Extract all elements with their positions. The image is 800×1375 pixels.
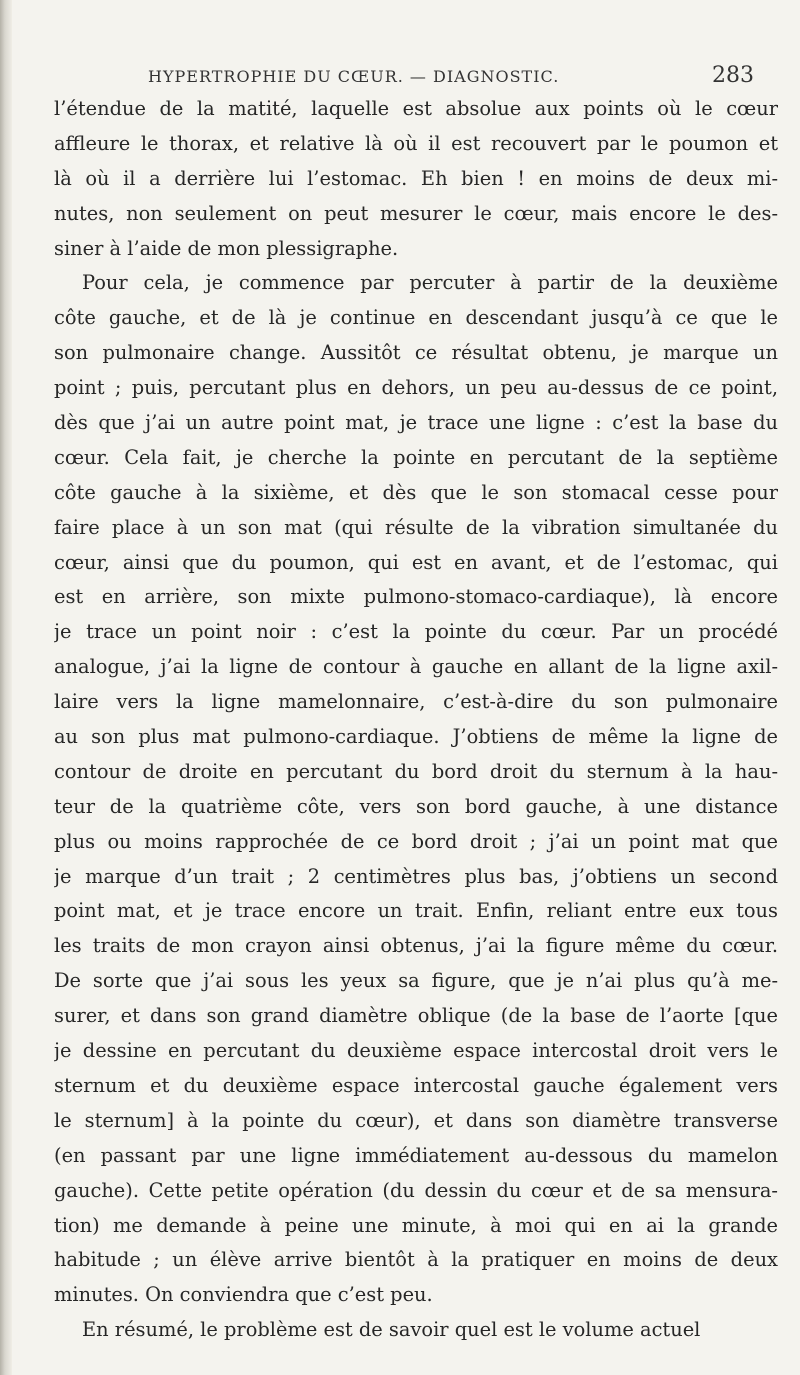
text-line: côte gauche à la sixième, et dès que le son stomacal cesse pour — [54, 480, 778, 504]
text-line: (en passant par une ligne immédiatement au-dessous du mamelon — [54, 1143, 778, 1167]
text-line: affleure le thorax, et relative là où il est recouvert par le poumon et — [54, 131, 778, 155]
text-line: cœur. Cela fait, je cherche la pointe en percutant de la septième — [54, 445, 778, 469]
text-line: plus ou moins rapprochée de ce bord droit ; j’ai un point mat que — [54, 829, 778, 853]
text-line: cœur, ainsi que du poumon, qui est en avant, et de l’estomac, qui — [54, 550, 778, 574]
text-line: les traits de mon crayon ainsi obtenus, j’ai la figure même du cœur. — [54, 934, 778, 958]
text-line: nutes, non seulement on peut mesurer le cœur, mais encore le des- — [54, 201, 778, 225]
text-line: au son plus mat pulmono-cardiaque. J’obtiens de même la ligne de — [54, 725, 778, 749]
text-line: là où il a derrière lui l’estomac. Eh bien ! en moins de deux mi- — [54, 166, 778, 190]
text-line: sternum et du deuxième espace intercostal gauche également vers — [54, 1073, 778, 1097]
paragraph — [54, 1313, 778, 1348]
text-line: le sternum] à la pointe du cœur), et dans son diamètre transverse — [54, 1108, 778, 1132]
text-line: habitude ; un élève arrive bientôt à la pratiquer en moins de deux — [54, 1248, 778, 1272]
text-line: je dessine en percutant du deuxième espace intercostal droit vers le — [54, 1039, 778, 1063]
body-text — [54, 92, 778, 1348]
text-line: l’étendue de la matité, laquelle est absolue aux points où le cœur — [54, 97, 778, 120]
text-line: son pulmonaire change. Aussitôt ce résultat obtenu, je marque un — [54, 341, 778, 365]
running-head — [148, 63, 788, 93]
text-line: est en arrière, son mixte pulmono-stomaco-cardiaque), là encore — [54, 585, 778, 609]
text-line: je marque d’un trait ; 2 centimètres plus bas, j’obtiens un second — [54, 864, 778, 888]
text-line: faire place à un son mat (qui résulte de la vibration simultanée du — [54, 515, 778, 539]
text-line: teur de la quatrième côte, vers son bord gauche, à une distance — [54, 794, 778, 818]
text-line: minutes. On conviendra que c’est peu. — [54, 1283, 433, 1307]
running-title: HYPERTROPHIE DU CŒUR. — DIAGNOSTIC. — [148, 67, 560, 86]
text-line: je trace un point noir : c’est la pointe du cœur. Par un procédé — [54, 620, 778, 644]
text-line: siner à l’aide de mon plessigraphe. — [54, 236, 399, 260]
text-line: De sorte que j’ai sous les yeux sa figure, que je n’ai plus qu’à me- — [54, 969, 778, 993]
text-line: point ; puis, percutant plus en dehors, un peu au-dessus de ce point, — [54, 376, 778, 400]
text-line: surer, et dans son grand diamètre oblique (de la base de l’aorte [que — [54, 1004, 778, 1028]
text-line: analogue, j’ai la ligne de contour à gauche en allant de la ligne axil- — [54, 655, 778, 679]
text-line: dès que j’ai un autre point mat, je trace une ligne : c’est la base du — [54, 411, 778, 435]
text-line: contour de droite en percutant du bord droit du sternum à la hau- — [54, 759, 778, 783]
text-line: tion) me demande à peine une minute, à moi qui en ai la grande — [54, 1213, 778, 1237]
paragraph — [54, 92, 778, 266]
text-line: gauche). Cette petite opération (du dessin du cœur et de sa mensura- — [54, 1178, 778, 1202]
text-line: laire vers la ligne mamelonnaire, c’est-à-dire du son pulmonaire — [54, 690, 778, 714]
text-line: Pour cela, je commence par percuter à partir de la deuxième — [82, 271, 778, 295]
text-line: point mat, et je trace encore un trait. Enfin, reliant entre eux tous — [54, 899, 778, 923]
text-line: côte gauche, et de là je continue en descendant jusqu’à ce que le — [54, 306, 778, 330]
text-line: En résumé, le problème est de savoir quel est le volume actuel — [82, 1318, 701, 1342]
page-number: 283 — [712, 63, 754, 88]
paragraph — [54, 266, 778, 1313]
